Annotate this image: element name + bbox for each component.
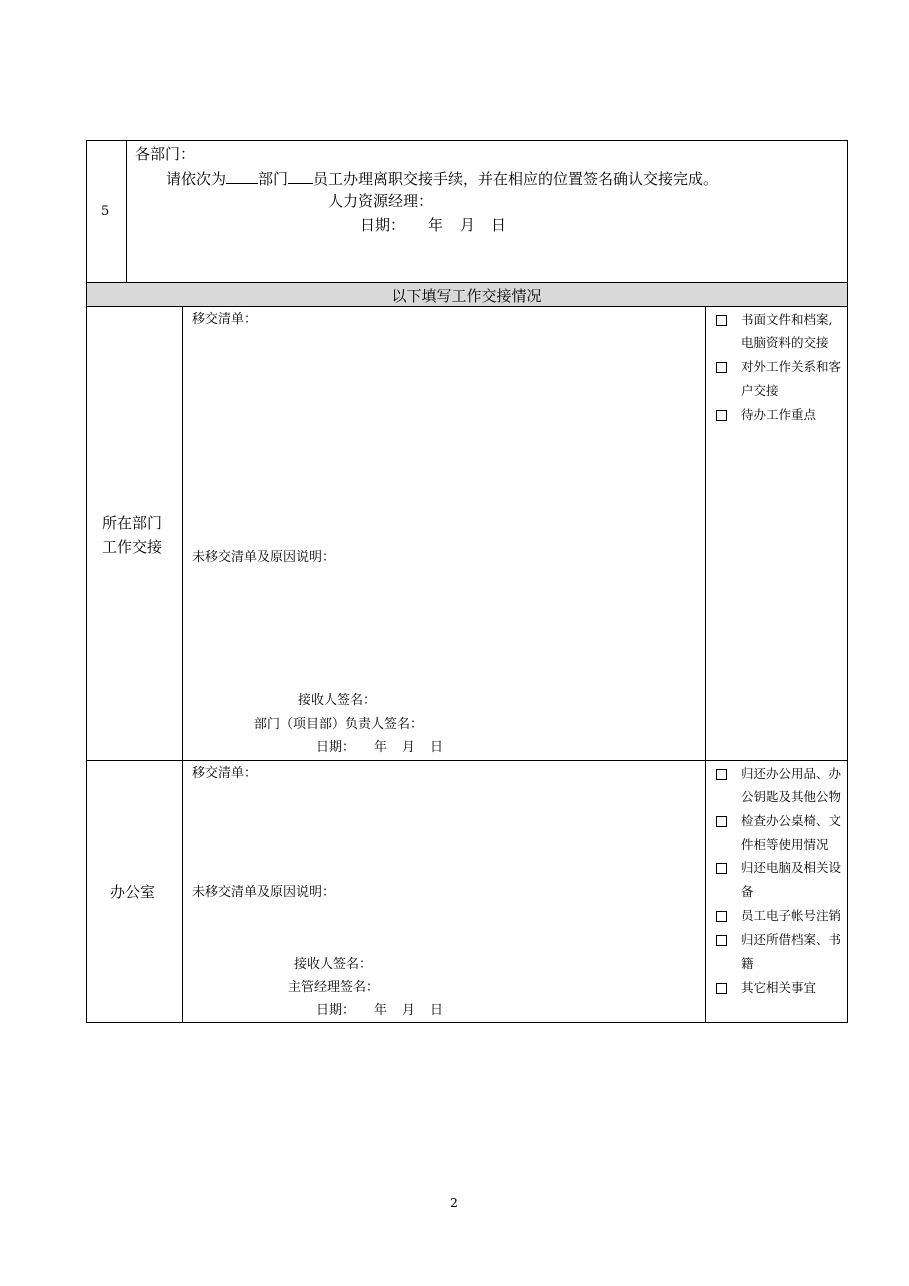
checkbox[interactable] (716, 816, 727, 827)
row-divider (86, 306, 848, 307)
checklist-item-label: 对外工作关系和客 (741, 359, 842, 374)
checklist-item-label-cont: 户交接 (741, 383, 779, 398)
department-untransferred-label: 未移交清单及原因说明： (192, 550, 336, 565)
office-receiver-sign: 接收人签名： (294, 957, 373, 972)
handover-header: 以下填写工作交接情况 (391, 287, 542, 305)
department-year: 年 (374, 740, 388, 755)
checklist-item-label: 书面文件和档案, (741, 312, 833, 327)
checkbox[interactable] (716, 769, 727, 780)
checklist-item-label-cont: 电脑资料的交接 (741, 335, 829, 350)
department-day: 日 (430, 740, 444, 755)
checklist-item-label-cont: 备 (741, 884, 754, 899)
department-blank (226, 171, 258, 184)
table-border-bottom (86, 1022, 848, 1023)
row-number: 5 (101, 204, 110, 219)
checkbox[interactable] (716, 863, 727, 874)
row5-day: 日 (491, 216, 507, 234)
department-date-label: 日期： (316, 740, 356, 755)
instruction-prefix: 请依次为 (166, 170, 227, 188)
department-label-line2: 工作交接 (102, 538, 163, 556)
checklist-item-label: 员工电子帐号注销 (741, 908, 842, 923)
checklist-item-label: 归还电脑及相关设 (741, 860, 842, 875)
row-divider (86, 760, 848, 761)
row5-month: 月 (460, 216, 476, 234)
checklist-column-divider (705, 306, 706, 1023)
department-head-sign: 部门（项目部）负责人签名： (254, 717, 424, 732)
row5-year: 年 (428, 216, 444, 234)
row5-greeting: 各部门： (135, 145, 196, 163)
checklist-item-label: 检查办公桌椅、文 (741, 813, 842, 828)
hr-manager-label: 人力资源经理： (328, 192, 434, 210)
checklist-item-label: 其它相关事宜 (741, 980, 817, 995)
row5-instruction (166, 170, 718, 188)
instruction-mid: 部门 (258, 170, 289, 188)
row5-number-divider (126, 140, 127, 282)
checkbox[interactable] (716, 911, 727, 922)
row5-date-label: 日期： (360, 216, 406, 234)
employee-blank (288, 171, 313, 184)
table-border-right (847, 140, 848, 1023)
checklist-item-label-cont: 籍 (741, 956, 754, 971)
office-manager-sign: 主管经理签名： (288, 980, 380, 995)
label-column-divider (182, 306, 183, 1023)
office-untransferred-label: 未移交清单及原因说明： (192, 885, 336, 900)
checklist-item-label-cont: 件柜等使用情况 (741, 837, 829, 852)
department-transfer-list-label: 移交清单： (192, 312, 258, 327)
instruction-suffix: 员工办理离职交接手续，并在相应的位置签名确认交接完成。 (313, 170, 719, 188)
checklist-item-label: 归还所借档案、书 (741, 932, 842, 947)
office-year: 年 (374, 1003, 388, 1018)
office-day: 日 (430, 1003, 444, 1018)
checkbox[interactable] (716, 315, 727, 326)
checklist-item-label: 归还办公用品、办 (741, 766, 842, 781)
table-border-left (86, 140, 87, 1023)
office-label: 办公室 (110, 883, 156, 901)
department-receiver-sign: 接收人签名： (298, 693, 377, 708)
checkbox[interactable] (716, 410, 727, 421)
office-month: 月 (402, 1003, 416, 1018)
table-border-top (86, 140, 848, 141)
checkbox[interactable] (716, 935, 727, 946)
checkbox[interactable] (716, 983, 727, 994)
checkbox[interactable] (716, 362, 727, 373)
page-number: 2 (450, 1195, 458, 1210)
checklist-item-label-cont: 公钥匙及其他公物 (741, 789, 842, 804)
department-label-line1: 所在部门 (102, 514, 163, 532)
office-transfer-list-label: 移交清单： (192, 766, 258, 781)
checklist-item-label: 待办工作重点 (741, 407, 817, 422)
row-divider (86, 282, 848, 283)
department-month: 月 (402, 740, 416, 755)
office-date-label: 日期： (316, 1003, 356, 1018)
